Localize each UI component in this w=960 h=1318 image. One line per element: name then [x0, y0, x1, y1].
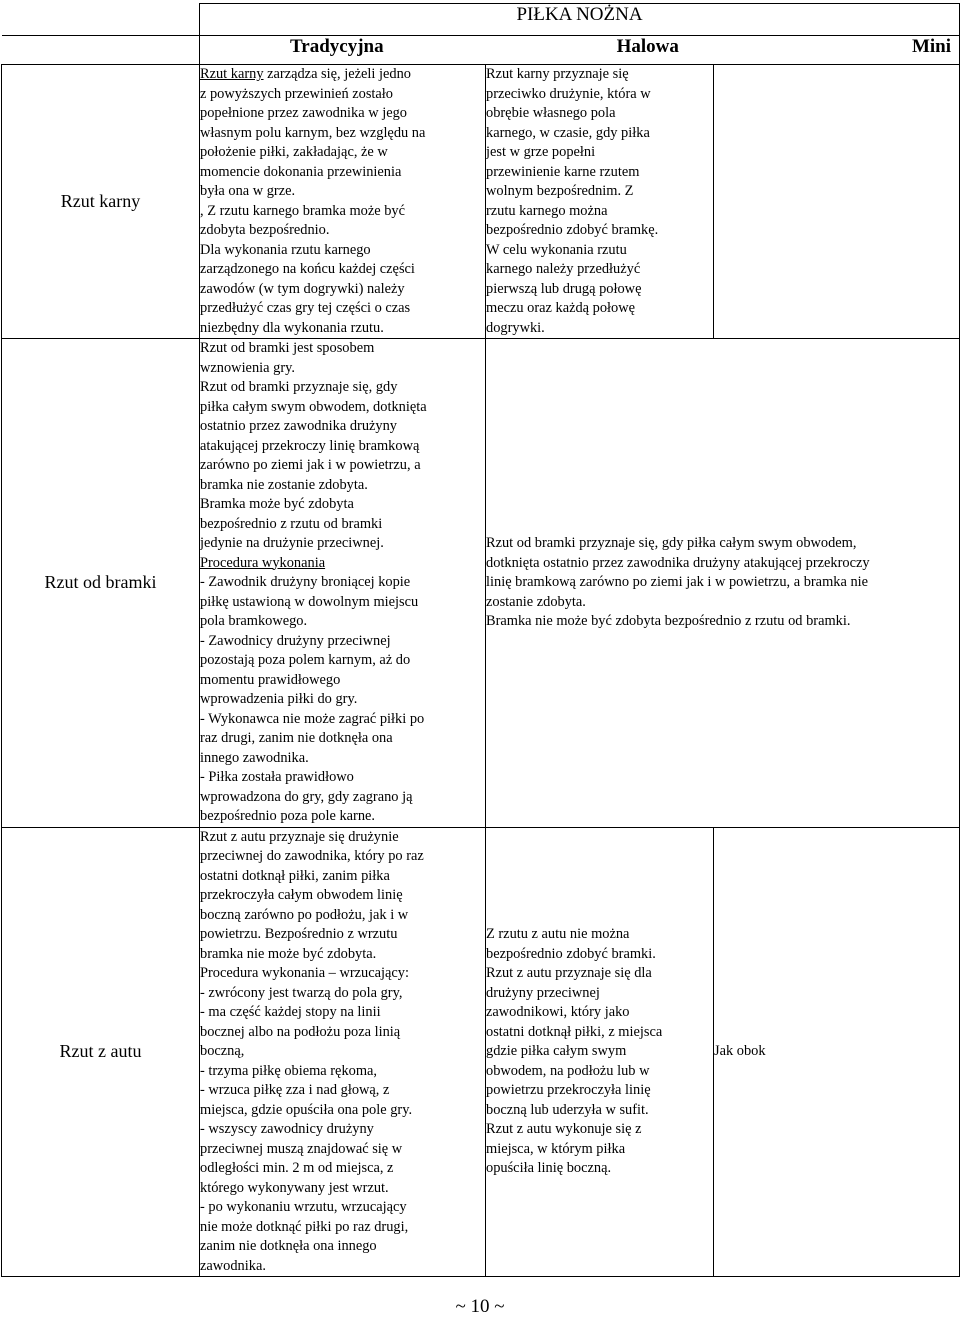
text-line: z powyższych przewinień zostało	[200, 85, 394, 102]
text-line: ostatni dotknął piłki, z miejsca	[486, 1023, 663, 1040]
text-line: wprowadzona do gry, gdy zagrano ją	[200, 788, 413, 805]
bramki-halowa-mini	[486, 339, 960, 828]
text-line: miejsca, w którym piłka	[486, 1140, 626, 1157]
corner-cell-top	[2, 4, 200, 36]
text-line: była ona w grze.	[200, 183, 296, 199]
text-line: meczu oraz każdą połowę	[486, 300, 636, 316]
text-line: ostatnio przez zawodnika drużyny	[200, 418, 397, 434]
text-line: Rzut karny przyznaje się	[486, 66, 629, 82]
text-line: zawodnika.	[200, 1257, 266, 1274]
row-rzut-karny	[2, 65, 960, 339]
text-line: - trzyma piłkę obiema rękoma,	[200, 1062, 378, 1079]
text-line: bezpośrednio z rzutu od bramki	[200, 515, 383, 532]
text-line: bezpośrednio zdobyć bramki.	[486, 945, 656, 962]
text-line: powietrzu przekroczyła linię	[486, 1082, 651, 1098]
aut-tradycyjna	[200, 827, 486, 1277]
page-number: ~ 10 ~	[455, 1296, 505, 1317]
text-line: atakującej przekroczy linię bramkową	[200, 437, 420, 454]
text-line: Bramka nie może być zdobyta bezpośrednio z rzutu od bramki.	[486, 613, 851, 629]
text-line: wprowadzenia piłki do gry.	[200, 691, 358, 707]
text-line: Rzut z autu wykonuje się z	[486, 1121, 642, 1137]
text-line: pierwszą lub drugą połowę	[486, 280, 642, 297]
text-line: miejsca, gdzie opuściła ona pole gry.	[200, 1101, 413, 1118]
text-line: W celu wykonania rzutu	[486, 241, 627, 258]
row-label-aut: Rzut z autu	[2, 827, 200, 1277]
text-line: zarządzonego na końcu każdej części	[200, 261, 415, 277]
text-line: boczną lub uderzyła w sufit.	[486, 1101, 649, 1118]
text-line: Dla wykonania rzutu karnego	[200, 241, 371, 258]
aut-mini: Jak obok	[714, 827, 960, 1277]
text-line: odległości min. 2 m od miejsca, z	[200, 1160, 394, 1176]
text-line: przedłużyć czas gry tej części o czas	[200, 300, 411, 316]
line-rest: zarządza się, jeżeli jedno	[263, 66, 411, 82]
text-line: - ma część każdej stopy na linii	[200, 1004, 381, 1020]
text-line: bezpośrednio poza pole karne.	[200, 808, 376, 824]
text-line: bezpośrednio zdobyć bramkę.	[486, 222, 659, 238]
text-line: innego zawodnika.	[200, 749, 309, 766]
text-line: piłka całym swym obwodem, dotknięta	[200, 398, 427, 415]
text-line: dogrywki.	[486, 319, 545, 336]
text-line: - Wykonawca nie może zagrać piłki po	[200, 710, 425, 727]
text-line: zawodnikowi, który jako	[486, 1004, 630, 1020]
text-line: drużyny przeciwnej	[486, 984, 600, 1001]
text-line: nie może dotknąć piłki po raz drugi,	[200, 1218, 409, 1235]
karny-tradycyjna	[200, 65, 486, 339]
row-label-karny: Rzut karny	[2, 65, 200, 339]
text-line: przewinienie karne rzutem	[486, 163, 640, 180]
rules-table	[1, 3, 960, 1277]
text-line: Rzut od bramki jest sposobem	[200, 340, 375, 356]
text-line: popełnione przez zawodnika w jego	[200, 105, 407, 121]
text-line: zanim nie dotknęła ona innego	[200, 1238, 377, 1254]
text-line: przekroczyła całym obwodem linię	[200, 887, 403, 903]
col-header-tradycyjna: Tradycyjna	[290, 36, 384, 57]
text-line: niezbędny dla wykonania rzutu.	[200, 319, 384, 336]
text-line: karnego należy przedłużyć	[486, 261, 641, 277]
text-line: dotknięta ostatnio przez zawodnika drużyny atakującej przekroczy	[486, 554, 870, 571]
karny-mini	[714, 65, 960, 339]
text-line: jest w grze popełni	[486, 144, 596, 160]
text-line: gdzie piłka całym swym	[486, 1043, 627, 1059]
text-line: przeciwko drużynie, która w	[486, 85, 651, 102]
text-line: zarówno po ziemi jak i w powietrzu, a	[200, 457, 421, 473]
text-line: własnym polu karnym, bez względu na	[200, 124, 426, 141]
text-line: przeciwnej do zawodnika, który po raz	[200, 848, 424, 864]
text-line: rzutu karnego można	[486, 202, 608, 219]
text-line: wznowienia gry.	[200, 359, 295, 376]
karny-halowa	[486, 65, 714, 339]
text-line: - wszyscy zawodnicy drużyny	[200, 1121, 374, 1137]
text-line: Procedura wykonania – wrzucający:	[200, 965, 409, 981]
column-headers	[200, 36, 960, 65]
row-rzut-od-bramki	[2, 339, 960, 828]
col-header-mini: Mini	[911, 36, 951, 57]
text-line: opuściła linię boczną.	[486, 1160, 612, 1176]
text-line: - wrzuca piłkę zza i nad głową, z	[200, 1082, 390, 1098]
text-line: którego wykonywany jest wrzut.	[200, 1179, 389, 1196]
text-line: , Z rzutu karnego bramka może być	[200, 202, 405, 219]
text-line: - Zawodnik drużyny broniącej kopie	[200, 574, 411, 590]
text-line: bramka nie zostanie zdobyta.	[200, 476, 368, 493]
text-line: Rzut od bramki przyznaje się, gdy piłka całym swym obwodem,	[486, 535, 857, 551]
aut-halowa	[486, 827, 714, 1277]
col-header-halowa: Halowa	[616, 36, 679, 57]
text-line: jedynie na drużynie przeciwnej.	[200, 535, 384, 551]
text-line: karnego, w czasie, gdy piłka	[486, 124, 650, 141]
text-line: pozostają poza polem karnym, aż do	[200, 652, 411, 668]
text-line: Bramka może być zdobyta	[200, 496, 354, 512]
text-line: Rzut z autu przyznaje się dla	[486, 965, 652, 981]
text-line: Rzut z autu przyznaje się drużynie	[200, 828, 399, 845]
text-line: ostatni dotknął piłki, zanim piłka	[200, 867, 390, 884]
text-line: momencie dokonania przewinienia	[200, 163, 402, 180]
text-line: obwodem, na podłożu lub w	[486, 1062, 650, 1079]
underlined-term: Rzut karny	[200, 66, 264, 82]
row-label-bramki: Rzut od bramki	[2, 339, 200, 828]
corner-cell	[2, 36, 200, 65]
text-line: - Zawodnicy drużyny przeciwnej	[200, 632, 391, 649]
text-line	[200, 554, 485, 574]
text-line: zawodów (w tym dogrywki) należy	[200, 280, 405, 297]
text-line: raz drugi, zanim nie dotknęła ona	[200, 730, 393, 746]
text-line: przeciwnej muszą znajdować się w	[200, 1140, 403, 1157]
text-line: zostanie zdobyta.	[486, 593, 586, 610]
sport-title: PIŁKA NOŻNA	[200, 4, 960, 36]
text-line: piłkę ustawioną w dowolnym miejscu	[200, 593, 419, 610]
text-line: bramka nie może być zdobyta.	[200, 945, 377, 962]
row-rzut-z-autu	[2, 827, 960, 1277]
text-line: boczną,	[200, 1043, 245, 1059]
text-line: Rzut od bramki przyznaje się, gdy	[200, 379, 398, 395]
text-line: powietrzu. Bezpośrednio z wrzutu	[200, 926, 398, 942]
bramki-tradycyjna	[200, 339, 486, 828]
text-line: Z rzutu z autu nie można	[486, 926, 630, 942]
text-line: pola bramkowego.	[200, 613, 308, 629]
text-line: - po wykonaniu wrzutu, wrzucający	[200, 1199, 407, 1215]
text-line: zdobyta bezpośrednio.	[200, 222, 330, 238]
underlined-term: Procedura wykonania	[200, 554, 326, 571]
text-line: obrębie własnego pola	[486, 105, 616, 121]
text-line: - zwrócony jest twarzą do pola gry,	[200, 984, 403, 1001]
text-line	[200, 65, 485, 85]
text-line: bocznej albo na podłożu poza linią	[200, 1023, 401, 1040]
text-line: położenie piłki, zakładając, że w	[200, 144, 388, 160]
text-line: momentu prawidłowego	[200, 671, 341, 688]
text-line: - Piłka została prawidłowo	[200, 769, 354, 785]
text-line: linię bramkową zarówno po ziemi jak i w powietrzu, a bramka nie	[486, 574, 869, 590]
text-line: boczną zarówno po podłożu, jak i w	[200, 906, 409, 923]
text-line: wolnym bezpośrednim. Z	[486, 183, 634, 199]
